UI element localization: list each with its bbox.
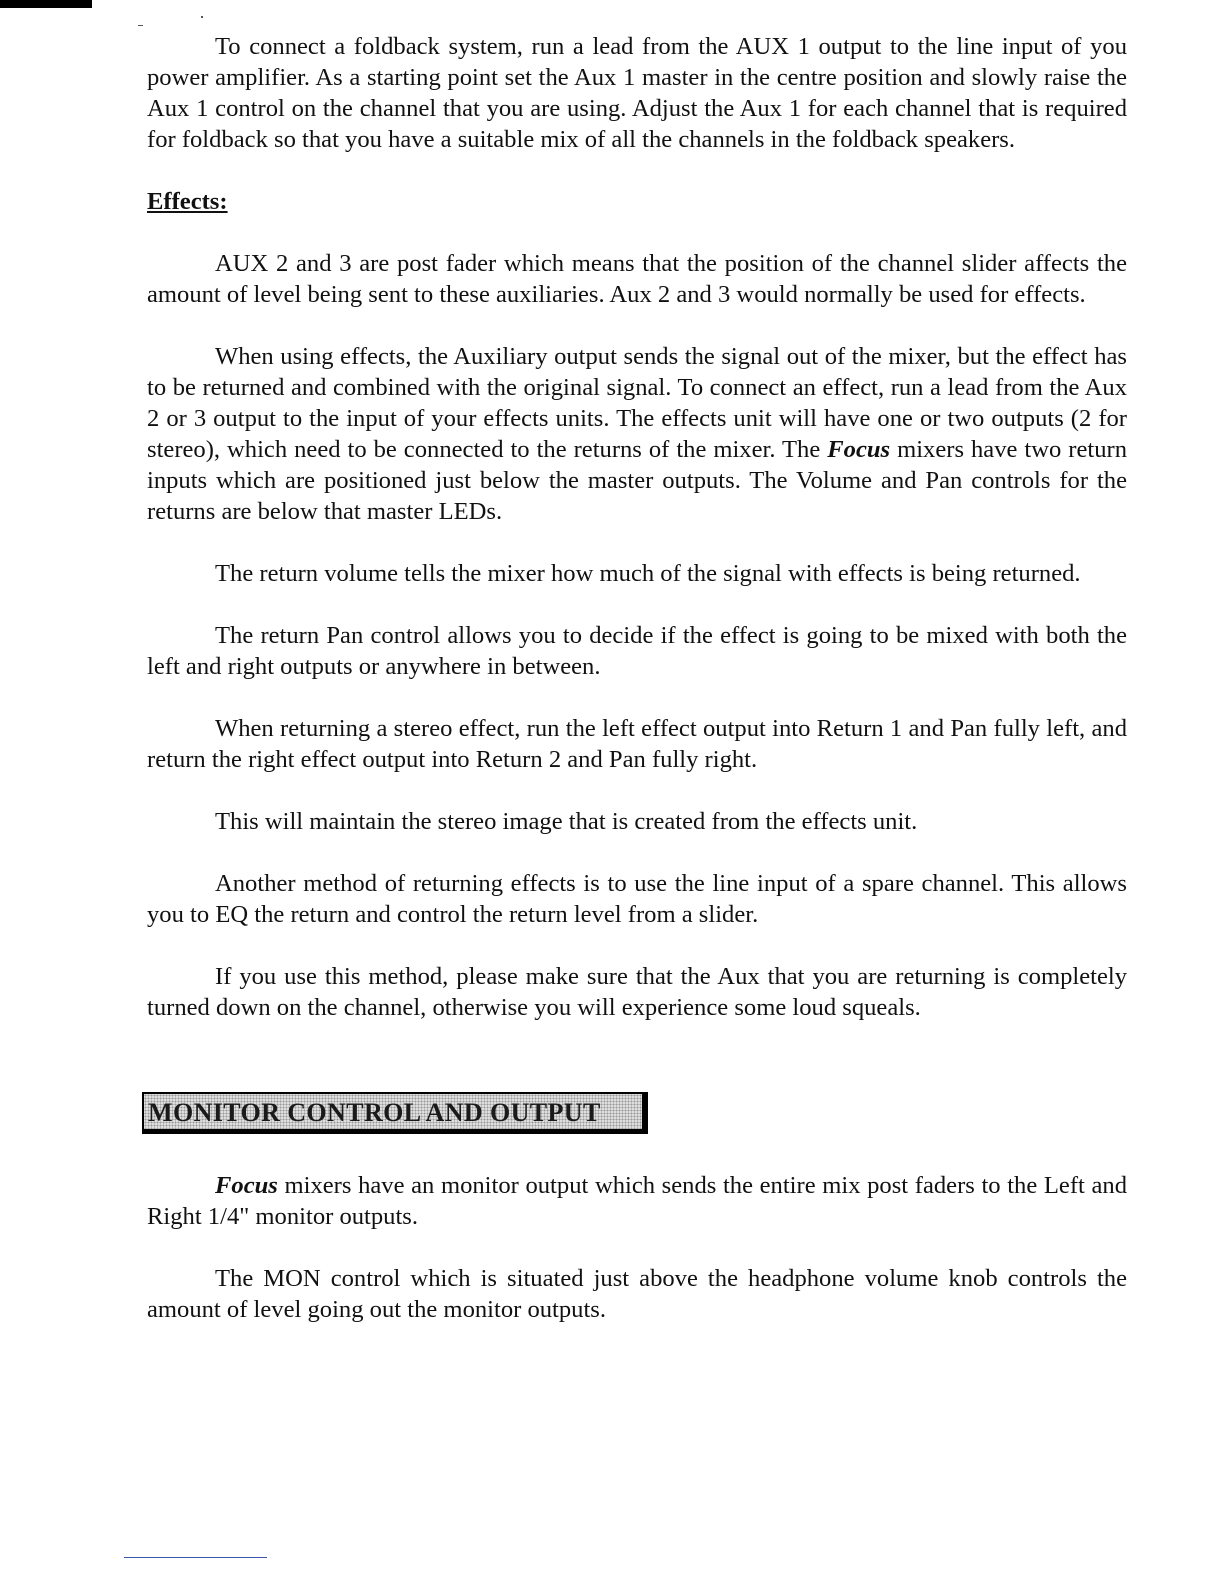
effects-paragraph-return-pan: The return Pan control allows you to decide if the effect is going to be mixed with both the left and right outputs or anywhere in between.: [147, 622, 1127, 680]
brand-name: Focus: [827, 436, 891, 463]
text-segment: When using effects, the Auxiliary output sends the signal out of the mixer, but the effect has to be returned and combined with the original signal. To connect an effect, run a lead from the Aux 2 or 3 output to the input of your effects units. The effects unit will have one or two outputs (2 for stereo), which need to be connected to the returns of the mixer. The: [147, 343, 1127, 463]
monitor-section-banner: [142, 1092, 648, 1134]
effects-paragraph-stereo-image: This will maintain the stereo image that is created from the effects unit.: [215, 808, 918, 835]
monitor-paragraph-output: [147, 1170, 1127, 1232]
effects-heading: Effects:: [147, 188, 228, 215]
effects-paragraph-warning: If you use this method, please make sure that the Aux that you are returning is completely turned down on the channel, otherwise you will experience some loud squeals.: [147, 963, 1127, 1021]
section-banner-wrapper: [147, 1092, 1127, 1139]
brand-name: Focus: [215, 1172, 278, 1199]
scan-corner-mark: [0, 0, 92, 8]
effects-paragraph-return-volume: The return volume tells the mixer how much of the signal with effects is being returned.: [215, 560, 1081, 587]
effects-paragraph-stereo-effect: When returning a stereo effect, run the left effect output into Return 1 and Pan fully left, and return the right effect output into Return 2 and Pan fully right.: [147, 715, 1127, 773]
monitor-section-title: MONITOR CONTROL AND OUTPUT: [148, 1098, 601, 1127]
effects-paragraph-post-fader: AUX 2 and 3 are post fader which means that the position of the channel slider affects the amount of level being sent to these auxiliaries. Aux 2 and 3 would normally be used for effects.: [147, 250, 1127, 308]
monitor-paragraph-mon-control: The MON control which is situated just above the headphone volume knob controls the amount of level going out the monitor outputs.: [147, 1265, 1127, 1323]
effects-paragraph-using-effects: [147, 341, 1127, 527]
footnote-rule: [124, 1557, 267, 1558]
intro-paragraph-foldback: To connect a foldback system, run a lead from the AUX 1 output to the line input of you power amplifier. As a starting point set the Aux 1 master in the centre position and slowly raise the Aux 1 control on the channel that you are using. Adjust the Aux 1 for each channel that is required for foldback so that you have a suitable mix of all the channels in the foldback speakers.: [147, 33, 1127, 153]
scan-speck: [201, 16, 203, 18]
scan-speck: [138, 25, 143, 26]
text-segment: mixers have an monitor output which sends the entire mix post faders to the Left and Right 1/4" monitor outputs.: [147, 1172, 1127, 1230]
text-segment: mixers have two return inputs which are positioned just below the master outputs. The Volume and Pan controls for the returns are below that master LEDs.: [147, 436, 1127, 525]
document-page: [147, 31, 1127, 1325]
effects-paragraph-spare-channel: Another method of returning effects is to use the line input of a spare channel. This allows you to EQ the return and control the return level from a slider.: [147, 870, 1127, 928]
